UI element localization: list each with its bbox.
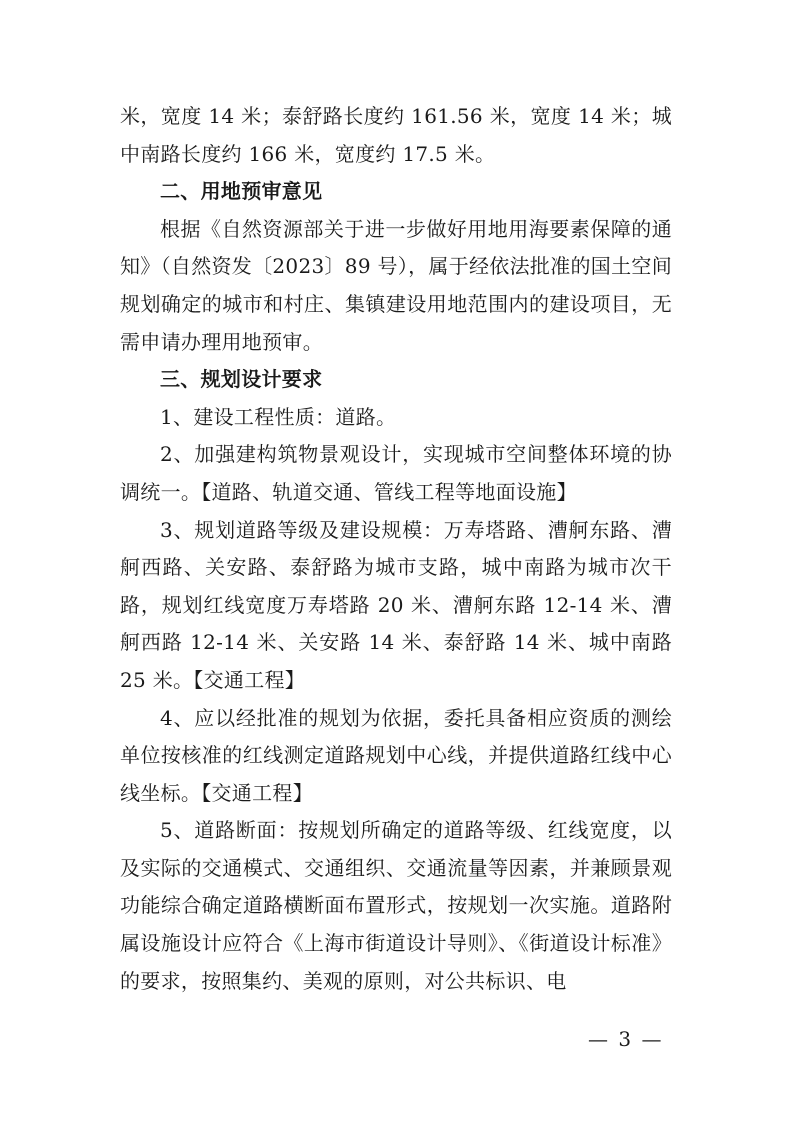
paragraph-item-1: 1、建设工程性质：道路。 [160,404,397,429]
document-page [120,98,672,1000]
section-heading-land-review: 二、用地预审意见 [160,179,323,204]
page-number: — 3 — [588,1027,664,1051]
paragraph-land-review-opinion: 根据《自然资源部关于进一步做好用地用海要素保障的通知》（自然资发〔2023〕89 号），属于经依法批准的国土空间规划确定的城市和村庄、集镇建设用地范围内的建设项目，无需申请办理用地预审。 [120,216,673,354]
paragraph-item-5: 5、道路断面：按规划所确定的道路等级、红线宽度，以及实际的交通模式、交通组织、交通流量等因素，并兼顾景观功能综合确定道路横断面布置形式，按规划一次实施。道路附属设施设计应符合《上海市街道设计导则》、《街道设计标准》的要求，按照集约、美观的原则，对公共标识、电 [120,818,672,993]
paragraph-item-2: 2、加强建构筑物景观设计，实现城市空间整体环境的协调统一。【道路、轨道交通、管线工程等地面设施】 [120,442,672,504]
section-heading-planning-requirements: 三、规划设计要求 [160,367,323,392]
paragraph-continuation: 米，宽度 14 米；泰舒路长度约 161.56 米，宽度 14 米；城中南路长度约 166 米，宽度约 17.5 米。 [120,104,672,166]
paragraph-item-3: 3、规划道路等级及建设规模：万寿塔路、漕舸东路、漕舸西路、关安路、泰舒路为城市支路，城中南路为城市次干路，规划红线宽度万寿塔路 20 米、漕舸东路 12-14 米、漕舸西路 12-14 米、关安路 14 米、泰舒路 14 米、城中南路 25 米。【交通工程】 [120,517,672,692]
paragraph-item-4: 4、应以经批准的规划为依据，委托具备相应资质的测绘单位按核准的红线测定道路规划中心线，并提供道路红线中心线坐标。【交通工程】 [120,705,672,805]
